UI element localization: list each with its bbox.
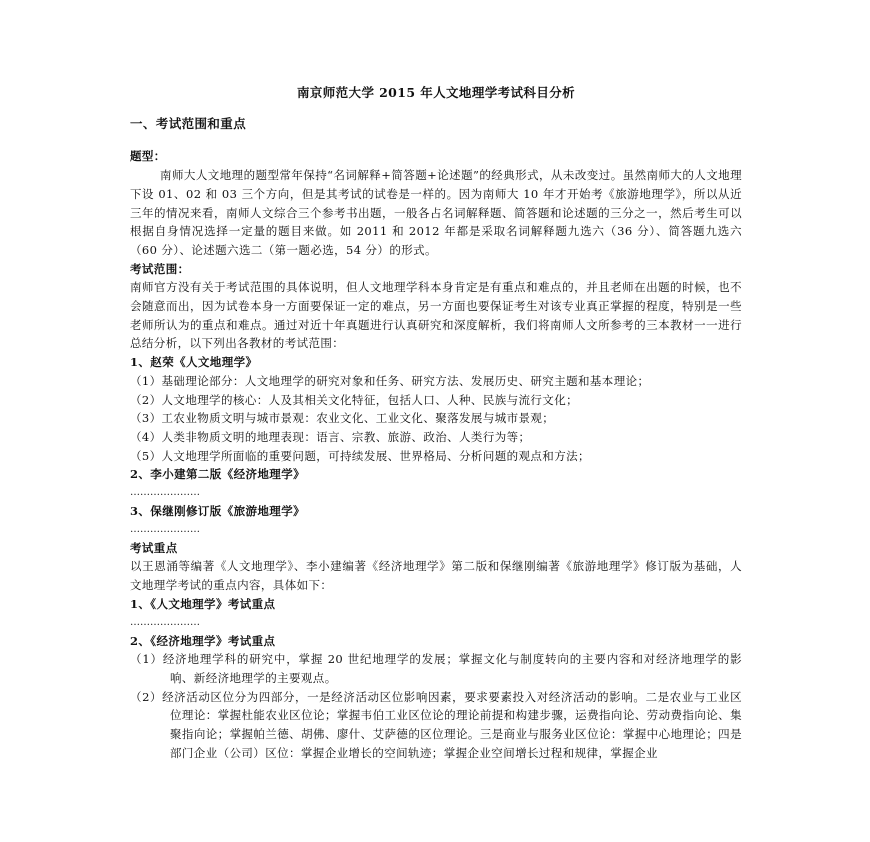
document-title: 南京师范大学 2015 年人文地理学考试科目分析 (296, 85, 576, 100)
tixing-paragraph: 南师大人文地理的题型常年保持“名词解释+简答题+论述题”的经典形式，从未改变过。虽然南师大的人文地理下设 01、02 和 03 三个方向，但是其考试的试卷是一样的。因为南师大 10 年才开始考《旅游地理学》，所以从近三年的情况来看，南师人文综合三个参考书出题，一般各占名词解释题、简答题和论述题的三分之一，然后考生可以根据自身情况选择一定量的题目来做。如 2011 和 2012 年都是采取名词解释题九选六（36 分）、简答题九选六（60 分）、论述题六选二（第一题必选，54 分）的形式。 (130, 168, 742, 257)
list-item: （5）人文地理学所面临的重要问题，可持续发展、世界格局、分析问题的观点和方法； (130, 448, 590, 463)
zhongdian-paragraph: 以王恩涌等编著《人文地理学》、李小建编著《经济地理学》第二版和保继刚编著《旅游地理学》修订版为基础，人文地理学考试的重点内容，具体如下： (130, 559, 742, 593)
zhongdian-label: 考试重点 (130, 540, 178, 555)
fanwei-paragraph: 南师官方没有关于考试范围的具体说明，但人文地理学科本身肯定是有重点和难点的，并且老师在出题的时候，也不会随意而出，因为试卷本身一方面要保证一定的难点，另一方面也要保证考生对该专业真正掌握的程度，特别是一些老师所认为的重点和难点。通过对近十年真题进行认真研究和深度解析，我们将南师人文所参考的三本教材一一进行总结分析，以下列出各教材的考试范围： (130, 280, 742, 351)
list-item: （2）人文地理学的核心：人及其相关文化特征，包括人口、人种、民族与流行文化； (130, 392, 579, 407)
book2-heading: 2、李小建第二版《经济地理学》 (130, 467, 305, 482)
kp2-heading: 2、《经济地理学》考试重点 (130, 633, 276, 648)
document-page (130, 84, 742, 763)
ellipsis: ………………… (130, 487, 200, 499)
book3-heading: 3、保继刚修订版《旅游地理学》 (130, 504, 305, 519)
book1-heading: 1、赵荣《人文地理学》 (130, 355, 258, 370)
list-item: （1）基础理论部分：人文地理学的研究对象和任务、研究方法、发展历史、研究主题和基本理论； (130, 373, 650, 388)
fanwei-label: 考试范围： (130, 261, 190, 276)
section-heading: 一、考试范围和重点 (130, 115, 247, 131)
ellipsis: ………………… (130, 616, 200, 628)
tixing-label: 题型： (130, 149, 166, 164)
kp1-heading: 1、《人文地理学》考试重点 (130, 596, 276, 611)
list-item: （2）经济活动区位分为四部分，一是经济活动区位影响因素，要求要素投入对经济活动的影响。二是农业与工业区位理论：掌握杜能农业区位论；掌握韦伯工业区位论的理论前提和构建步骤，运费指向论、劳动费指向论、集聚指向论；掌握帕兰德、胡佛、廖什、艾萨德的区位理论。三是商业与服务业区位论：掌握中心地理论；四是部门企业（公司）区位：掌握企业增长的空间轨迹；掌握企业空间增长过程和规律，掌握企业 (130, 689, 742, 760)
list-item: （4）人类非物质文明的地理表现：语言、宗教、旅游、政治、人类行为等； (130, 429, 531, 444)
list-item: （3）工农业物质文明与城市景观：农业文化、工业文化、聚落发展与城市景观； (130, 411, 555, 426)
book1-list (130, 372, 742, 466)
ellipsis: ………………… (130, 523, 200, 535)
list-item: （1）经济地理学科的研究中，掌握 20 世纪地理学的发展；掌握文化与制度转向的主要内容和对经济地理学的影响、新经济地理学的主要观点。 (130, 652, 742, 685)
kp2-list (130, 650, 742, 762)
